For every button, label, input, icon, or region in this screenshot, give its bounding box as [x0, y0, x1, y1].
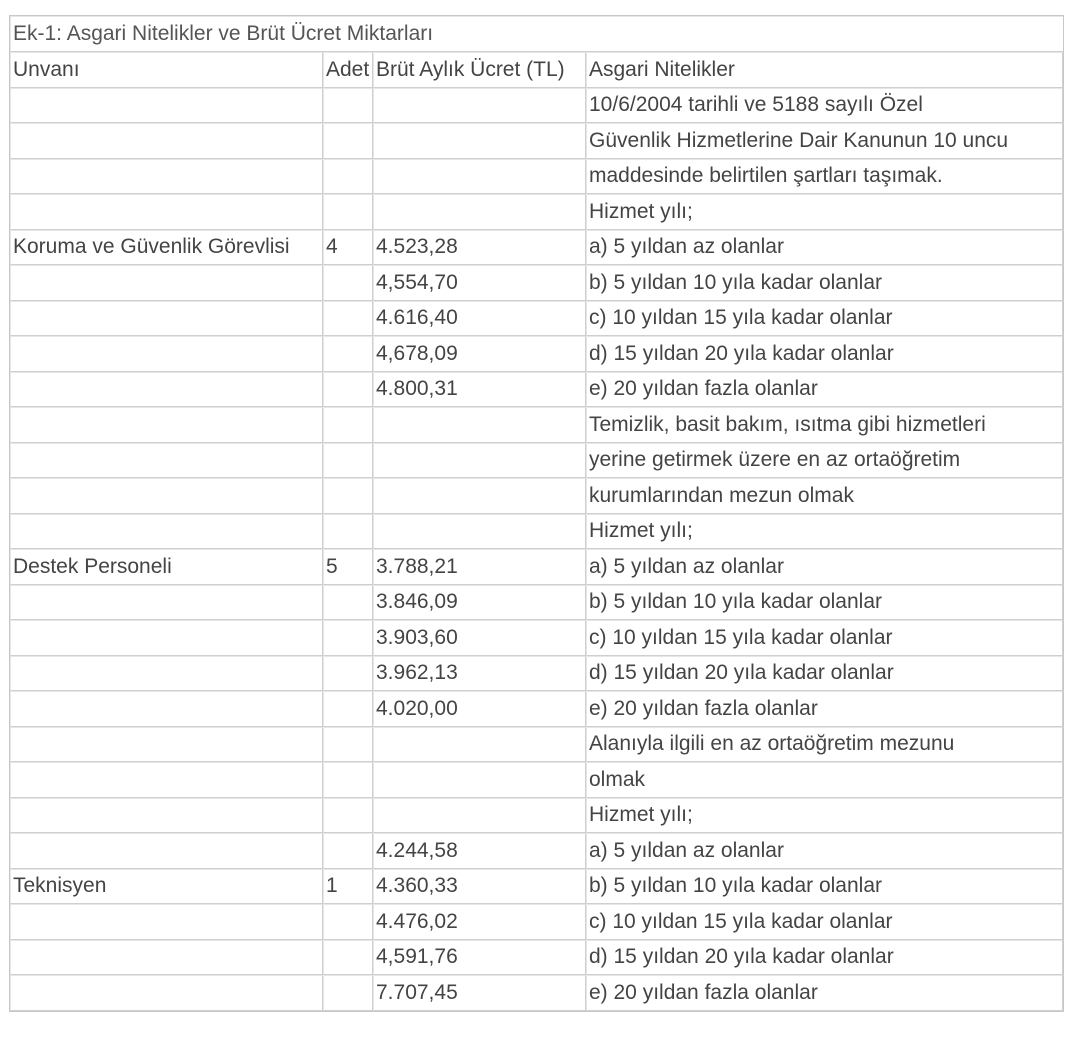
table-row — [10, 691, 1063, 727]
header-unvani: Unvanı — [10, 52, 323, 88]
cell-brut-ucret — [373, 514, 586, 550]
cell-asgari-nitelikler: d) 15 yıldan 20 yıla kadar olanlar — [586, 940, 1063, 976]
header-adet: Adet — [323, 52, 373, 88]
cell-unvani — [10, 478, 323, 514]
cell-adet — [323, 762, 373, 798]
table-row — [10, 620, 1063, 656]
cell-unvani — [10, 88, 323, 124]
cell-brut-ucret: 4,678,09 — [373, 336, 586, 372]
cell-brut-ucret: 4.360,33 — [373, 869, 586, 905]
cell-asgari-nitelikler: c) 10 yıldan 15 yıla kadar olanlar — [586, 904, 1063, 940]
cell-brut-ucret: 4,591,76 — [373, 940, 586, 976]
cell-adet — [323, 691, 373, 727]
cell-adet — [323, 904, 373, 940]
table-row — [10, 514, 1063, 550]
header-asgari-nitelikler: Asgari Nitelikler — [586, 52, 1063, 88]
cell-adet: 5 — [323, 549, 373, 585]
cell-unvani — [10, 833, 323, 869]
table-row — [10, 407, 1063, 443]
table-row — [10, 656, 1063, 692]
document-page — [9, 15, 1062, 1012]
table-row — [10, 443, 1063, 479]
table-row — [10, 372, 1063, 408]
cell-adet — [323, 407, 373, 443]
salary-table — [9, 15, 1064, 1012]
cell-asgari-nitelikler: Alanıyla ilgili en az ortaöğretim mezunu — [586, 727, 1063, 763]
cell-asgari-nitelikler: Güvenlik Hizmetlerine Dair Kanunun 10 uncu — [586, 123, 1063, 159]
cell-brut-ucret — [373, 88, 586, 124]
cell-asgari-nitelikler: b) 5 yıldan 10 yıla kadar olanlar — [586, 265, 1063, 301]
cell-brut-ucret — [373, 407, 586, 443]
cell-adet — [323, 194, 373, 230]
cell-adet — [323, 833, 373, 869]
cell-unvani: Koruma ve Güvenlik Görevlisi — [10, 230, 323, 266]
table-row — [10, 478, 1063, 514]
cell-unvani — [10, 372, 323, 408]
cell-asgari-nitelikler: e) 20 yıldan fazla olanlar — [586, 975, 1063, 1011]
cell-asgari-nitelikler: maddesinde belirtilen şartları taşımak. — [586, 159, 1063, 195]
table-row — [10, 230, 1063, 266]
cell-asgari-nitelikler: d) 15 yıldan 20 yıla kadar olanlar — [586, 656, 1063, 692]
cell-adet — [323, 940, 373, 976]
cell-asgari-nitelikler: e) 20 yıldan fazla olanlar — [586, 691, 1063, 727]
table-row — [10, 265, 1063, 301]
cell-brut-ucret — [373, 478, 586, 514]
cell-asgari-nitelikler: Hizmet yılı; — [586, 514, 1063, 550]
cell-unvani — [10, 585, 323, 621]
table-row — [10, 762, 1063, 798]
table-row — [10, 833, 1063, 869]
cell-brut-ucret — [373, 443, 586, 479]
cell-unvani — [10, 407, 323, 443]
table-row — [10, 904, 1063, 940]
cell-brut-ucret: 4.616,40 — [373, 301, 586, 337]
cell-unvani — [10, 798, 323, 834]
table-row — [10, 159, 1063, 195]
table-row — [10, 798, 1063, 834]
cell-unvani: Destek Personeli — [10, 549, 323, 585]
cell-brut-ucret: 4.476,02 — [373, 904, 586, 940]
table-header-row — [10, 52, 1063, 88]
cell-adet — [323, 123, 373, 159]
cell-adet — [323, 159, 373, 195]
cell-asgari-nitelikler: b) 5 yıldan 10 yıla kadar olanlar — [586, 585, 1063, 621]
table-row — [10, 975, 1063, 1011]
cell-adet — [323, 514, 373, 550]
cell-adet — [323, 336, 373, 372]
cell-brut-ucret: 4.800,31 — [373, 372, 586, 408]
cell-brut-ucret — [373, 798, 586, 834]
cell-unvani — [10, 336, 323, 372]
cell-unvani — [10, 904, 323, 940]
cell-unvani: Teknisyen — [10, 869, 323, 905]
table-caption-row — [10, 16, 1063, 52]
cell-adet — [323, 975, 373, 1011]
cell-asgari-nitelikler: yerine getirmek üzere en az ortaöğretim — [586, 443, 1063, 479]
table-row — [10, 727, 1063, 763]
cell-brut-ucret — [373, 762, 586, 798]
cell-unvani — [10, 620, 323, 656]
cell-brut-ucret — [373, 727, 586, 763]
cell-adet — [323, 301, 373, 337]
cell-unvani — [10, 301, 323, 337]
cell-unvani — [10, 443, 323, 479]
cell-brut-ucret — [373, 194, 586, 230]
cell-brut-ucret: 3.962,13 — [373, 656, 586, 692]
cell-brut-ucret: 3.788,21 — [373, 549, 586, 585]
cell-adet — [323, 620, 373, 656]
cell-unvani — [10, 656, 323, 692]
cell-brut-ucret: 7.707,45 — [373, 975, 586, 1011]
cell-asgari-nitelikler: olmak — [586, 762, 1063, 798]
table-row — [10, 869, 1063, 905]
cell-adet — [323, 585, 373, 621]
table-row — [10, 549, 1063, 585]
cell-brut-ucret — [373, 123, 586, 159]
cell-asgari-nitelikler: a) 5 yıldan az olanlar — [586, 833, 1063, 869]
cell-asgari-nitelikler: c) 10 yıldan 15 yıla kadar olanlar — [586, 301, 1063, 337]
cell-unvani — [10, 123, 323, 159]
cell-adet — [323, 88, 373, 124]
table-caption: Ek-1: Asgari Nitelikler ve Brüt Ücret Miktarları — [10, 16, 1063, 52]
cell-asgari-nitelikler: kurumlarından mezun olmak — [586, 478, 1063, 514]
cell-unvani — [10, 159, 323, 195]
cell-adet — [323, 372, 373, 408]
cell-brut-ucret: 4.020,00 — [373, 691, 586, 727]
table-row — [10, 940, 1063, 976]
cell-brut-ucret: 4.244,58 — [373, 833, 586, 869]
cell-asgari-nitelikler: Hizmet yılı; — [586, 798, 1063, 834]
cell-unvani — [10, 940, 323, 976]
table-row — [10, 88, 1063, 124]
cell-asgari-nitelikler: c) 10 yıldan 15 yıla kadar olanlar — [586, 620, 1063, 656]
cell-brut-ucret: 4.523,28 — [373, 230, 586, 266]
cell-asgari-nitelikler: Temizlik, basit bakım, ısıtma gibi hizmetleri — [586, 407, 1063, 443]
cell-adet — [323, 443, 373, 479]
cell-adet — [323, 727, 373, 763]
cell-brut-ucret: 3.903,60 — [373, 620, 586, 656]
cell-asgari-nitelikler: Hizmet yılı; — [586, 194, 1063, 230]
cell-brut-ucret: 4,554,70 — [373, 265, 586, 301]
cell-adet: 1 — [323, 869, 373, 905]
cell-brut-ucret: 3.846,09 — [373, 585, 586, 621]
cell-asgari-nitelikler: a) 5 yıldan az olanlar — [586, 549, 1063, 585]
cell-unvani — [10, 194, 323, 230]
cell-asgari-nitelikler: d) 15 yıldan 20 yıla kadar olanlar — [586, 336, 1063, 372]
table-row — [10, 301, 1063, 337]
cell-adet — [323, 656, 373, 692]
table-row — [10, 194, 1063, 230]
cell-brut-ucret — [373, 159, 586, 195]
cell-unvani — [10, 762, 323, 798]
table-row — [10, 336, 1063, 372]
header-brut-ucret: Brüt Aylık Ücret (TL) — [373, 52, 586, 88]
cell-unvani — [10, 265, 323, 301]
cell-asgari-nitelikler: 10/6/2004 tarihli ve 5188 sayılı Özel — [586, 88, 1063, 124]
cell-adet — [323, 798, 373, 834]
cell-asgari-nitelikler: b) 5 yıldan 10 yıla kadar olanlar — [586, 869, 1063, 905]
cell-unvani — [10, 514, 323, 550]
table-row — [10, 585, 1063, 621]
cell-asgari-nitelikler: a) 5 yıldan az olanlar — [586, 230, 1063, 266]
cell-adet — [323, 478, 373, 514]
cell-asgari-nitelikler: e) 20 yıldan fazla olanlar — [586, 372, 1063, 408]
table-row — [10, 123, 1063, 159]
cell-adet — [323, 265, 373, 301]
cell-adet: 4 — [323, 230, 373, 266]
cell-unvani — [10, 975, 323, 1011]
cell-unvani — [10, 727, 323, 763]
cell-unvani — [10, 691, 323, 727]
